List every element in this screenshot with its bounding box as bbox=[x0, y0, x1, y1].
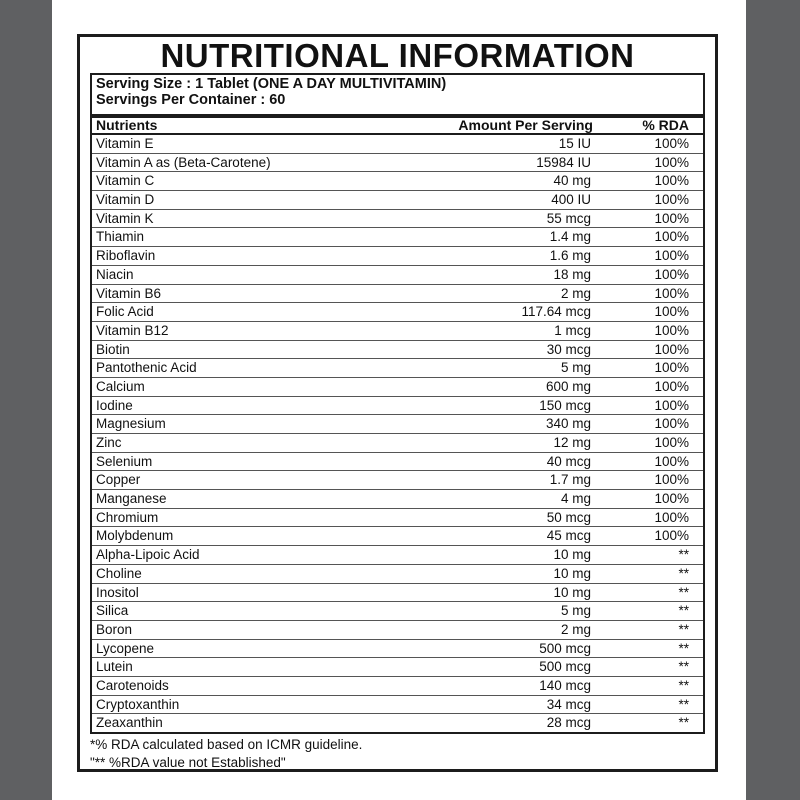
table-row bbox=[92, 341, 703, 360]
rda-value: ** bbox=[678, 621, 689, 637]
rda-value: 100% bbox=[654, 435, 689, 450]
amount-per-serving: 5 mg bbox=[560, 603, 591, 619]
amount-per-serving: 28 mcg bbox=[546, 715, 591, 731]
nutrient-name: Manganese bbox=[96, 491, 167, 507]
rda-value: ** bbox=[678, 696, 689, 712]
table-row bbox=[92, 154, 703, 173]
rda-value: 100% bbox=[654, 304, 689, 320]
rda-value: 100% bbox=[654, 285, 689, 301]
amount-per-serving: 15984 IU bbox=[536, 154, 591, 170]
rda-value: 100% bbox=[654, 154, 689, 170]
table-header bbox=[92, 114, 703, 135]
rda-value: ** bbox=[678, 584, 689, 600]
rda-value: 100% bbox=[654, 136, 689, 151]
amount-per-serving: 1.7 mg bbox=[549, 472, 591, 488]
nutrient-name: Selenium bbox=[96, 453, 153, 469]
table-row bbox=[92, 677, 703, 696]
rda-value: ** bbox=[678, 565, 689, 581]
nutrition-panel bbox=[77, 34, 718, 772]
nutrition-table-box bbox=[90, 73, 705, 734]
rda-value: 100% bbox=[654, 453, 689, 469]
nutrient-name: Lutein bbox=[96, 659, 133, 675]
amount-per-serving: 1.4 mg bbox=[549, 229, 591, 245]
label-page bbox=[52, 0, 746, 800]
nutrient-name: Choline bbox=[96, 565, 142, 581]
amount-per-serving: 117.64 mcg bbox=[521, 304, 591, 320]
nutrient-name: Cryptoxanthin bbox=[96, 696, 180, 712]
nutrient-name: Vitamin B12 bbox=[96, 322, 169, 338]
table-row bbox=[92, 490, 703, 509]
table-row bbox=[92, 415, 703, 434]
table-row bbox=[92, 696, 703, 715]
nutrient-name: Vitamin A as (Beta-Carotene) bbox=[96, 154, 271, 170]
header-nutrients: Nutrients bbox=[96, 117, 158, 133]
amount-per-serving: 12 mg bbox=[553, 435, 591, 450]
amount-per-serving: 50 mcg bbox=[546, 509, 591, 525]
nutrient-name: Molybdenum bbox=[96, 528, 174, 544]
amount-per-serving: 10 mg bbox=[553, 584, 591, 600]
rda-value: 100% bbox=[654, 528, 689, 544]
nutrient-rows bbox=[92, 135, 703, 733]
table-row bbox=[92, 602, 703, 621]
table-row bbox=[92, 546, 703, 565]
rda-value: 100% bbox=[654, 192, 689, 208]
rda-value: 100% bbox=[654, 360, 689, 376]
amount-per-serving: 4 mg bbox=[560, 491, 591, 507]
table-row bbox=[92, 397, 703, 416]
table-row bbox=[92, 640, 703, 659]
amount-per-serving: 1.6 mg bbox=[549, 248, 591, 264]
nutrient-name: Lycopene bbox=[96, 640, 155, 656]
rda-value: ** bbox=[678, 677, 689, 693]
table-row bbox=[92, 714, 703, 733]
nutrient-name: Zinc bbox=[96, 435, 122, 450]
table-row bbox=[92, 266, 703, 285]
rda-value: ** bbox=[678, 659, 689, 675]
nutrient-name: Vitamin E bbox=[96, 136, 154, 151]
table-row bbox=[92, 303, 703, 322]
nutrient-name: Biotin bbox=[96, 341, 130, 357]
table-row bbox=[92, 658, 703, 677]
nutrient-name: Pantothenic Acid bbox=[96, 360, 197, 376]
footnote-rda: *% RDA calculated based on ICMR guideline. bbox=[90, 737, 363, 752]
amount-per-serving: 140 mcg bbox=[539, 677, 591, 693]
table-row bbox=[92, 584, 703, 603]
amount-per-serving: 400 IU bbox=[551, 192, 591, 208]
rda-value: ** bbox=[678, 715, 689, 731]
nutrient-name: Vitamin K bbox=[96, 210, 154, 226]
nutrient-name: Riboflavin bbox=[96, 248, 156, 264]
table-row bbox=[92, 621, 703, 640]
nutrient-name: Zeaxanthin bbox=[96, 715, 163, 731]
rda-value: 100% bbox=[654, 397, 689, 413]
nutrient-name: Inositol bbox=[96, 584, 139, 600]
amount-per-serving: 500 mcg bbox=[539, 640, 591, 656]
rda-value: 100% bbox=[654, 322, 689, 338]
rda-value: 100% bbox=[654, 472, 689, 488]
nutrient-name: Vitamin C bbox=[96, 173, 155, 189]
amount-per-serving: 15 IU bbox=[558, 136, 591, 151]
rda-value: ** bbox=[678, 640, 689, 656]
amount-per-serving: 2 mg bbox=[560, 285, 591, 301]
nutrient-name: Folic Acid bbox=[96, 304, 154, 320]
nutrient-name: Vitamin B6 bbox=[96, 285, 162, 301]
rda-value: 100% bbox=[654, 210, 689, 226]
amount-per-serving: 18 mg bbox=[553, 266, 591, 282]
rda-value: 100% bbox=[654, 248, 689, 264]
table-row bbox=[92, 172, 703, 191]
rda-value: 100% bbox=[654, 491, 689, 507]
rda-value: 100% bbox=[654, 378, 689, 394]
nutrient-name: Carotenoids bbox=[96, 677, 169, 693]
table-row bbox=[92, 471, 703, 490]
table-row bbox=[92, 453, 703, 472]
amount-per-serving: 5 mg bbox=[560, 360, 591, 376]
nutrient-name: Vitamin D bbox=[96, 192, 155, 208]
nutrient-name: Alpha-Lipoic Acid bbox=[96, 547, 200, 563]
serving-info bbox=[96, 76, 446, 108]
amount-per-serving: 1 mcg bbox=[554, 322, 591, 338]
nutrient-name: Calcium bbox=[96, 378, 145, 394]
table-row bbox=[92, 527, 703, 546]
amount-per-serving: 55 mcg bbox=[546, 210, 591, 226]
nutrient-name: Copper bbox=[96, 472, 141, 488]
rda-value: ** bbox=[678, 547, 689, 563]
table-row bbox=[92, 359, 703, 378]
rda-value: 100% bbox=[654, 416, 689, 432]
panel-title: NUTRITIONAL INFORMATION bbox=[160, 37, 635, 74]
table-row bbox=[92, 285, 703, 304]
table-row bbox=[92, 434, 703, 453]
table-row bbox=[92, 210, 703, 229]
rda-value: ** bbox=[678, 603, 689, 619]
table-row bbox=[92, 509, 703, 528]
rda-value: 100% bbox=[654, 341, 689, 357]
amount-per-serving: 150 mcg bbox=[539, 397, 591, 413]
table-row bbox=[92, 191, 703, 210]
table-row bbox=[92, 565, 703, 584]
amount-per-serving: 10 mg bbox=[553, 565, 591, 581]
nutrient-name: Thiamin bbox=[96, 229, 145, 245]
header-rda: % RDA bbox=[642, 117, 689, 133]
amount-per-serving: 30 mcg bbox=[546, 341, 591, 357]
nutrient-name: Silica bbox=[96, 603, 129, 619]
nutrient-name: Iodine bbox=[96, 397, 133, 413]
nutrient-name: Niacin bbox=[96, 266, 134, 282]
rda-value: 100% bbox=[654, 266, 689, 282]
table-row bbox=[92, 322, 703, 341]
rda-value: 100% bbox=[654, 173, 689, 189]
table-row bbox=[92, 247, 703, 266]
table-row bbox=[92, 135, 703, 154]
amount-per-serving: 600 mg bbox=[545, 378, 591, 394]
amount-per-serving: 40 mg bbox=[553, 173, 591, 189]
footnote-not-established: "** %RDA value not Established" bbox=[90, 755, 286, 770]
table-row bbox=[92, 378, 703, 397]
amount-per-serving: 2 mg bbox=[560, 621, 591, 637]
amount-per-serving: 40 mcg bbox=[546, 453, 591, 469]
amount-per-serving: 34 mcg bbox=[546, 696, 591, 712]
amount-per-serving: 45 mcg bbox=[546, 528, 591, 544]
amount-per-serving: 10 mg bbox=[553, 547, 591, 563]
header-amount: Amount Per Serving bbox=[458, 117, 593, 133]
nutrient-name: Magnesium bbox=[96, 416, 166, 432]
rda-value: 100% bbox=[654, 509, 689, 525]
amount-per-serving: 340 mg bbox=[545, 416, 591, 432]
servings-per-container: Servings Per Container : 60 bbox=[96, 92, 286, 108]
amount-per-serving: 500 mcg bbox=[539, 659, 591, 675]
nutrient-name: Boron bbox=[96, 621, 133, 637]
serving-size: Serving Size : 1 Tablet (ONE A DAY MULTIVITAMIN) bbox=[96, 76, 447, 92]
nutrient-name: Chromium bbox=[96, 509, 159, 525]
table-row bbox=[92, 228, 703, 247]
rda-value: 100% bbox=[654, 229, 689, 245]
